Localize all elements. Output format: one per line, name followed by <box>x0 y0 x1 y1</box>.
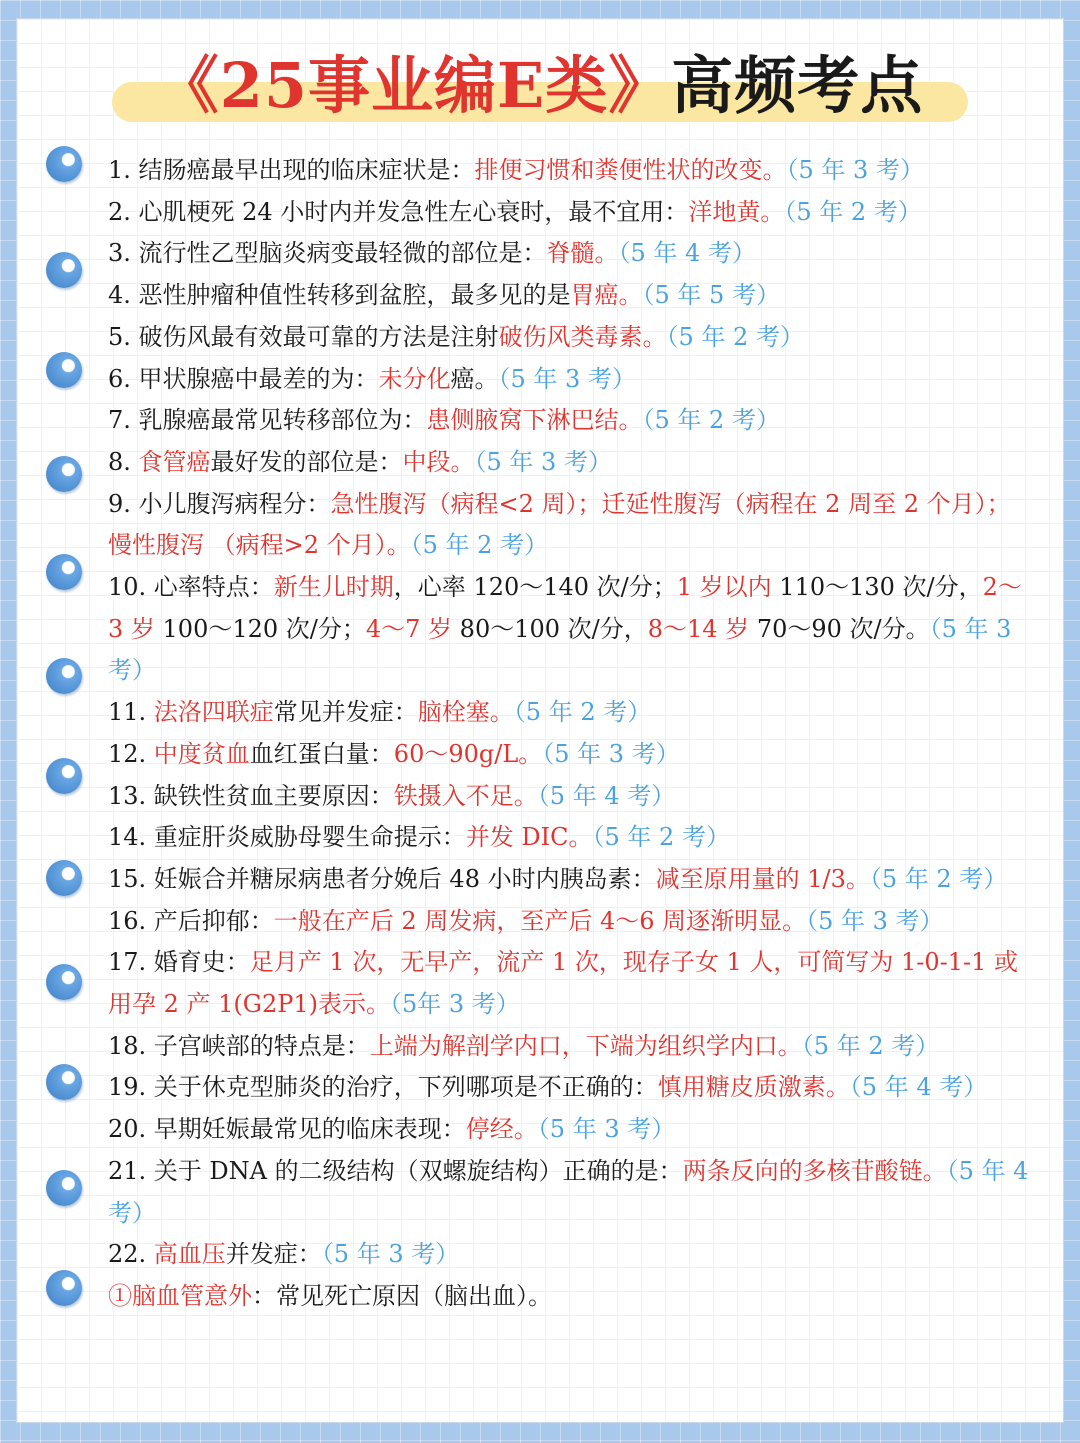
highlighted-answer: 慎用糖皮质激素。 <box>657 1073 850 1102</box>
question-text: 19. 关于休克型肺炎的治疗，下列哪项是不正确的： <box>108 1073 658 1102</box>
question-text: 4. 恶性肿瘤种值性转移到盆腔，最多见的是 <box>108 281 571 310</box>
blue-circle-bullet-icon <box>46 352 82 388</box>
frequency-note: （5 年 2 考） <box>410 531 549 560</box>
key-point-item <box>108 1067 1032 1109</box>
highlighted-answer: 新生儿时期 <box>273 573 394 602</box>
highlighted-answer: 两条反向的多核苷酸链。 <box>682 1156 947 1185</box>
key-point-item <box>108 400 1032 442</box>
blue-circle-bullet-icon <box>46 1064 82 1100</box>
highlighted-answer: 停经。 <box>465 1115 538 1144</box>
key-point-item <box>108 484 1032 567</box>
question-text: ，心率 120～140 次/分； <box>393 573 677 602</box>
key-point-item <box>108 567 1032 692</box>
question-text: 100～120 次/分； <box>154 614 366 643</box>
blue-circle-bullet-icon <box>46 252 82 288</box>
question-text: 17. 婚育史： <box>108 948 250 977</box>
key-point-item <box>108 1276 1032 1318</box>
blue-circle-bullet-icon <box>46 456 82 492</box>
highlighted-answer: 减至原用量的 1/3。 <box>655 864 870 893</box>
frequency-note: （5 年 2 考） <box>513 698 652 727</box>
key-point-item <box>108 817 1032 859</box>
blue-circle-bullet-icon <box>46 964 82 1000</box>
highlighted-answer: 4～7 岁 <box>365 614 453 643</box>
highlighted-answer: 法洛四联症 <box>153 698 274 727</box>
key-point-item <box>108 359 1032 401</box>
key-point-item <box>108 150 1032 192</box>
highlighted-answer: 急性腹泻（病程<2 周）；迁延性腹泻（病程在 2 周至 2 个月）；慢性腹泻 （病程>2 个月）。 <box>108 489 1011 560</box>
frequency-note: （5 年 2 考） <box>801 1031 940 1060</box>
frequency-note: （5 年 4 考） <box>537 781 676 810</box>
question-text: 3. 流行性乙型脑炎病变最轻微的部位是： <box>108 239 547 268</box>
question-text: 6. 甲状腺癌中最差的为： <box>108 364 379 393</box>
title-topic: 高频考点 <box>671 49 924 122</box>
question-text: 15. 妊娠合并糖尿病患者分娩后 48 小时内胰岛素： <box>108 864 656 893</box>
question-text: 常见并发症： <box>273 698 418 727</box>
blue-circle-bullet-icon <box>46 146 82 182</box>
frequency-note: （5 年 3 考） <box>537 1115 676 1144</box>
key-point-item <box>108 942 1032 1025</box>
question-text: 22. <box>108 1240 154 1269</box>
question-text: 11. <box>108 698 154 727</box>
title-exam-name: 《25事业编E类》 <box>156 49 672 122</box>
key-point-item <box>108 901 1032 943</box>
highlighted-answer: 脊髓。 <box>546 239 619 268</box>
frequency-note: （5 年 3 考） <box>321 1240 460 1269</box>
frequency-note: （5 年 3 考） <box>806 906 944 935</box>
question-text: 8. <box>108 447 139 476</box>
key-point-item <box>108 776 1032 818</box>
key-point-item <box>108 192 1032 234</box>
key-point-item <box>108 1234 1032 1276</box>
frequency-note: （5 年 3 考） <box>474 447 612 476</box>
highlighted-answer: 中段。 <box>402 447 475 476</box>
question-text: 80～100 次/分， <box>452 614 648 643</box>
highlighted-answer: 8～14 岁 <box>647 614 750 643</box>
frequency-note: （5 年 2 考） <box>784 197 922 226</box>
key-point-item <box>108 317 1032 359</box>
highlighted-answer: 1 岁以内 <box>676 573 772 602</box>
highlighted-answer: 破伤风类毒素。 <box>498 322 667 351</box>
question-text: 2. 心肌梗死 24 小时内并发急性左心衰时，最不宜用： <box>108 197 689 226</box>
frequency-note: （5 年 3 考） <box>542 739 680 768</box>
key-point-item <box>108 859 1032 901</box>
blue-circle-bullet-icon <box>46 758 82 794</box>
question-text: 110～130 次/分， <box>771 573 983 602</box>
frequency-note: （5 年 4 考） <box>108 1156 1029 1227</box>
highlighted-answer: 足月产 1 次，无早产，流产 1 次，现存子女 1 人，可简写为 1-0-1-1 或用孕 2 产 1(G2P1)表示。 <box>108 948 1019 1019</box>
frequency-note: （5 年 2 考） <box>642 406 780 435</box>
bullet-column <box>46 146 86 1326</box>
question-text: 21. 关于 DNA 的二级结构（双螺旋结构）正确的是： <box>108 1156 683 1185</box>
question-text: 最好发的部位是： <box>210 447 403 476</box>
blue-circle-bullet-icon <box>46 860 82 896</box>
question-text: 癌。 <box>450 364 499 393</box>
frequency-note: （5 年 2 考） <box>869 864 1008 893</box>
highlighted-answer: 并发 DIC。 <box>465 823 593 852</box>
key-points-list <box>108 150 1032 1318</box>
frequency-note: （5 年 3 考） <box>108 614 1012 685</box>
highlighted-answer: 高血压 <box>153 1240 226 1269</box>
question-text: 13. 缺铁性贫血主要原因： <box>108 781 394 810</box>
key-point-item <box>108 1151 1032 1234</box>
question-text: 20. 早期妊娠最常见的临床表现： <box>108 1115 466 1144</box>
key-point-item <box>108 692 1032 734</box>
question-text: 并发症： <box>225 1240 322 1269</box>
question-text: 18. 子宫峡部的特点是： <box>108 1031 370 1060</box>
frequency-note: （5 年 4 考） <box>618 239 756 268</box>
blue-circle-bullet-icon <box>46 1270 82 1306</box>
frequency-note: （5 年 5 考） <box>642 281 780 310</box>
title-banner <box>0 32 1080 142</box>
highlighted-answer: 胃癌。 <box>570 281 643 310</box>
question-text: 10. 心率特点： <box>108 573 274 602</box>
frequency-note: （5 年 2 考） <box>592 823 730 852</box>
frequency-note: （5年 3 考） <box>390 990 520 1019</box>
key-point-item <box>108 442 1032 484</box>
question-text: ：常见死亡原因（脑出血）。 <box>252 1281 552 1310</box>
frequency-note: （5 年 2 考） <box>666 322 804 351</box>
question-text: 12. <box>108 739 154 768</box>
highlighted-answer: 排便习惯和粪便性状的改变。 <box>474 156 787 184</box>
question-text: 7. 乳腺癌最常见转移部位为： <box>108 406 427 435</box>
highlighted-answer: 60～90g/L。 <box>393 739 543 768</box>
key-point-item <box>108 233 1032 275</box>
key-point-item <box>108 275 1032 317</box>
key-point-item <box>108 734 1032 776</box>
highlighted-answer: 患侧腋窝下淋巴结。 <box>426 406 643 435</box>
frequency-note: （5 年 3 考） <box>786 156 924 184</box>
question-text: 14. 重症肝炎威胁母婴生命提示： <box>108 823 466 852</box>
highlighted-answer: ①脑血管意外 <box>108 1281 252 1310</box>
highlighted-answer: 上端为解剖学内口，下端为组织学内口。 <box>369 1031 802 1060</box>
highlighted-answer: 食管癌 <box>138 447 211 476</box>
highlighted-answer: 铁摄入不足。 <box>393 781 538 810</box>
blue-circle-bullet-icon <box>46 658 82 694</box>
question-text: 16. 产后抑郁： <box>108 906 274 935</box>
key-point-item <box>108 1109 1032 1151</box>
frequency-note: （5 年 4 考） <box>849 1073 988 1102</box>
question-text: 血红蛋白量： <box>249 739 394 768</box>
question-text: 5. 破伤风最有效最可靠的方法是注射 <box>108 322 499 351</box>
key-point-item <box>108 1026 1032 1068</box>
frequency-note: （5 年 3 考） <box>498 364 636 393</box>
question-text: 9. 小儿腹泻病程分： <box>108 489 331 518</box>
blue-circle-bullet-icon <box>46 1170 82 1206</box>
highlighted-answer: 一般在产后 2 周发病，至产后 4～6 周逐渐明显。 <box>273 906 807 935</box>
question-text: 70～90 次/分。 <box>749 614 930 643</box>
blue-circle-bullet-icon <box>46 554 82 590</box>
highlighted-answer: 洋地黄。 <box>688 197 785 226</box>
highlighted-answer: 2～3 岁 <box>108 573 1022 643</box>
question-text: 1. 结肠癌最早出现的临床症状是： <box>108 156 475 184</box>
highlighted-answer: 未分化 <box>378 364 451 393</box>
highlighted-answer: 脑栓塞。 <box>417 698 514 727</box>
page-title <box>0 36 1080 136</box>
highlighted-answer: 中度贫血 <box>153 739 250 768</box>
